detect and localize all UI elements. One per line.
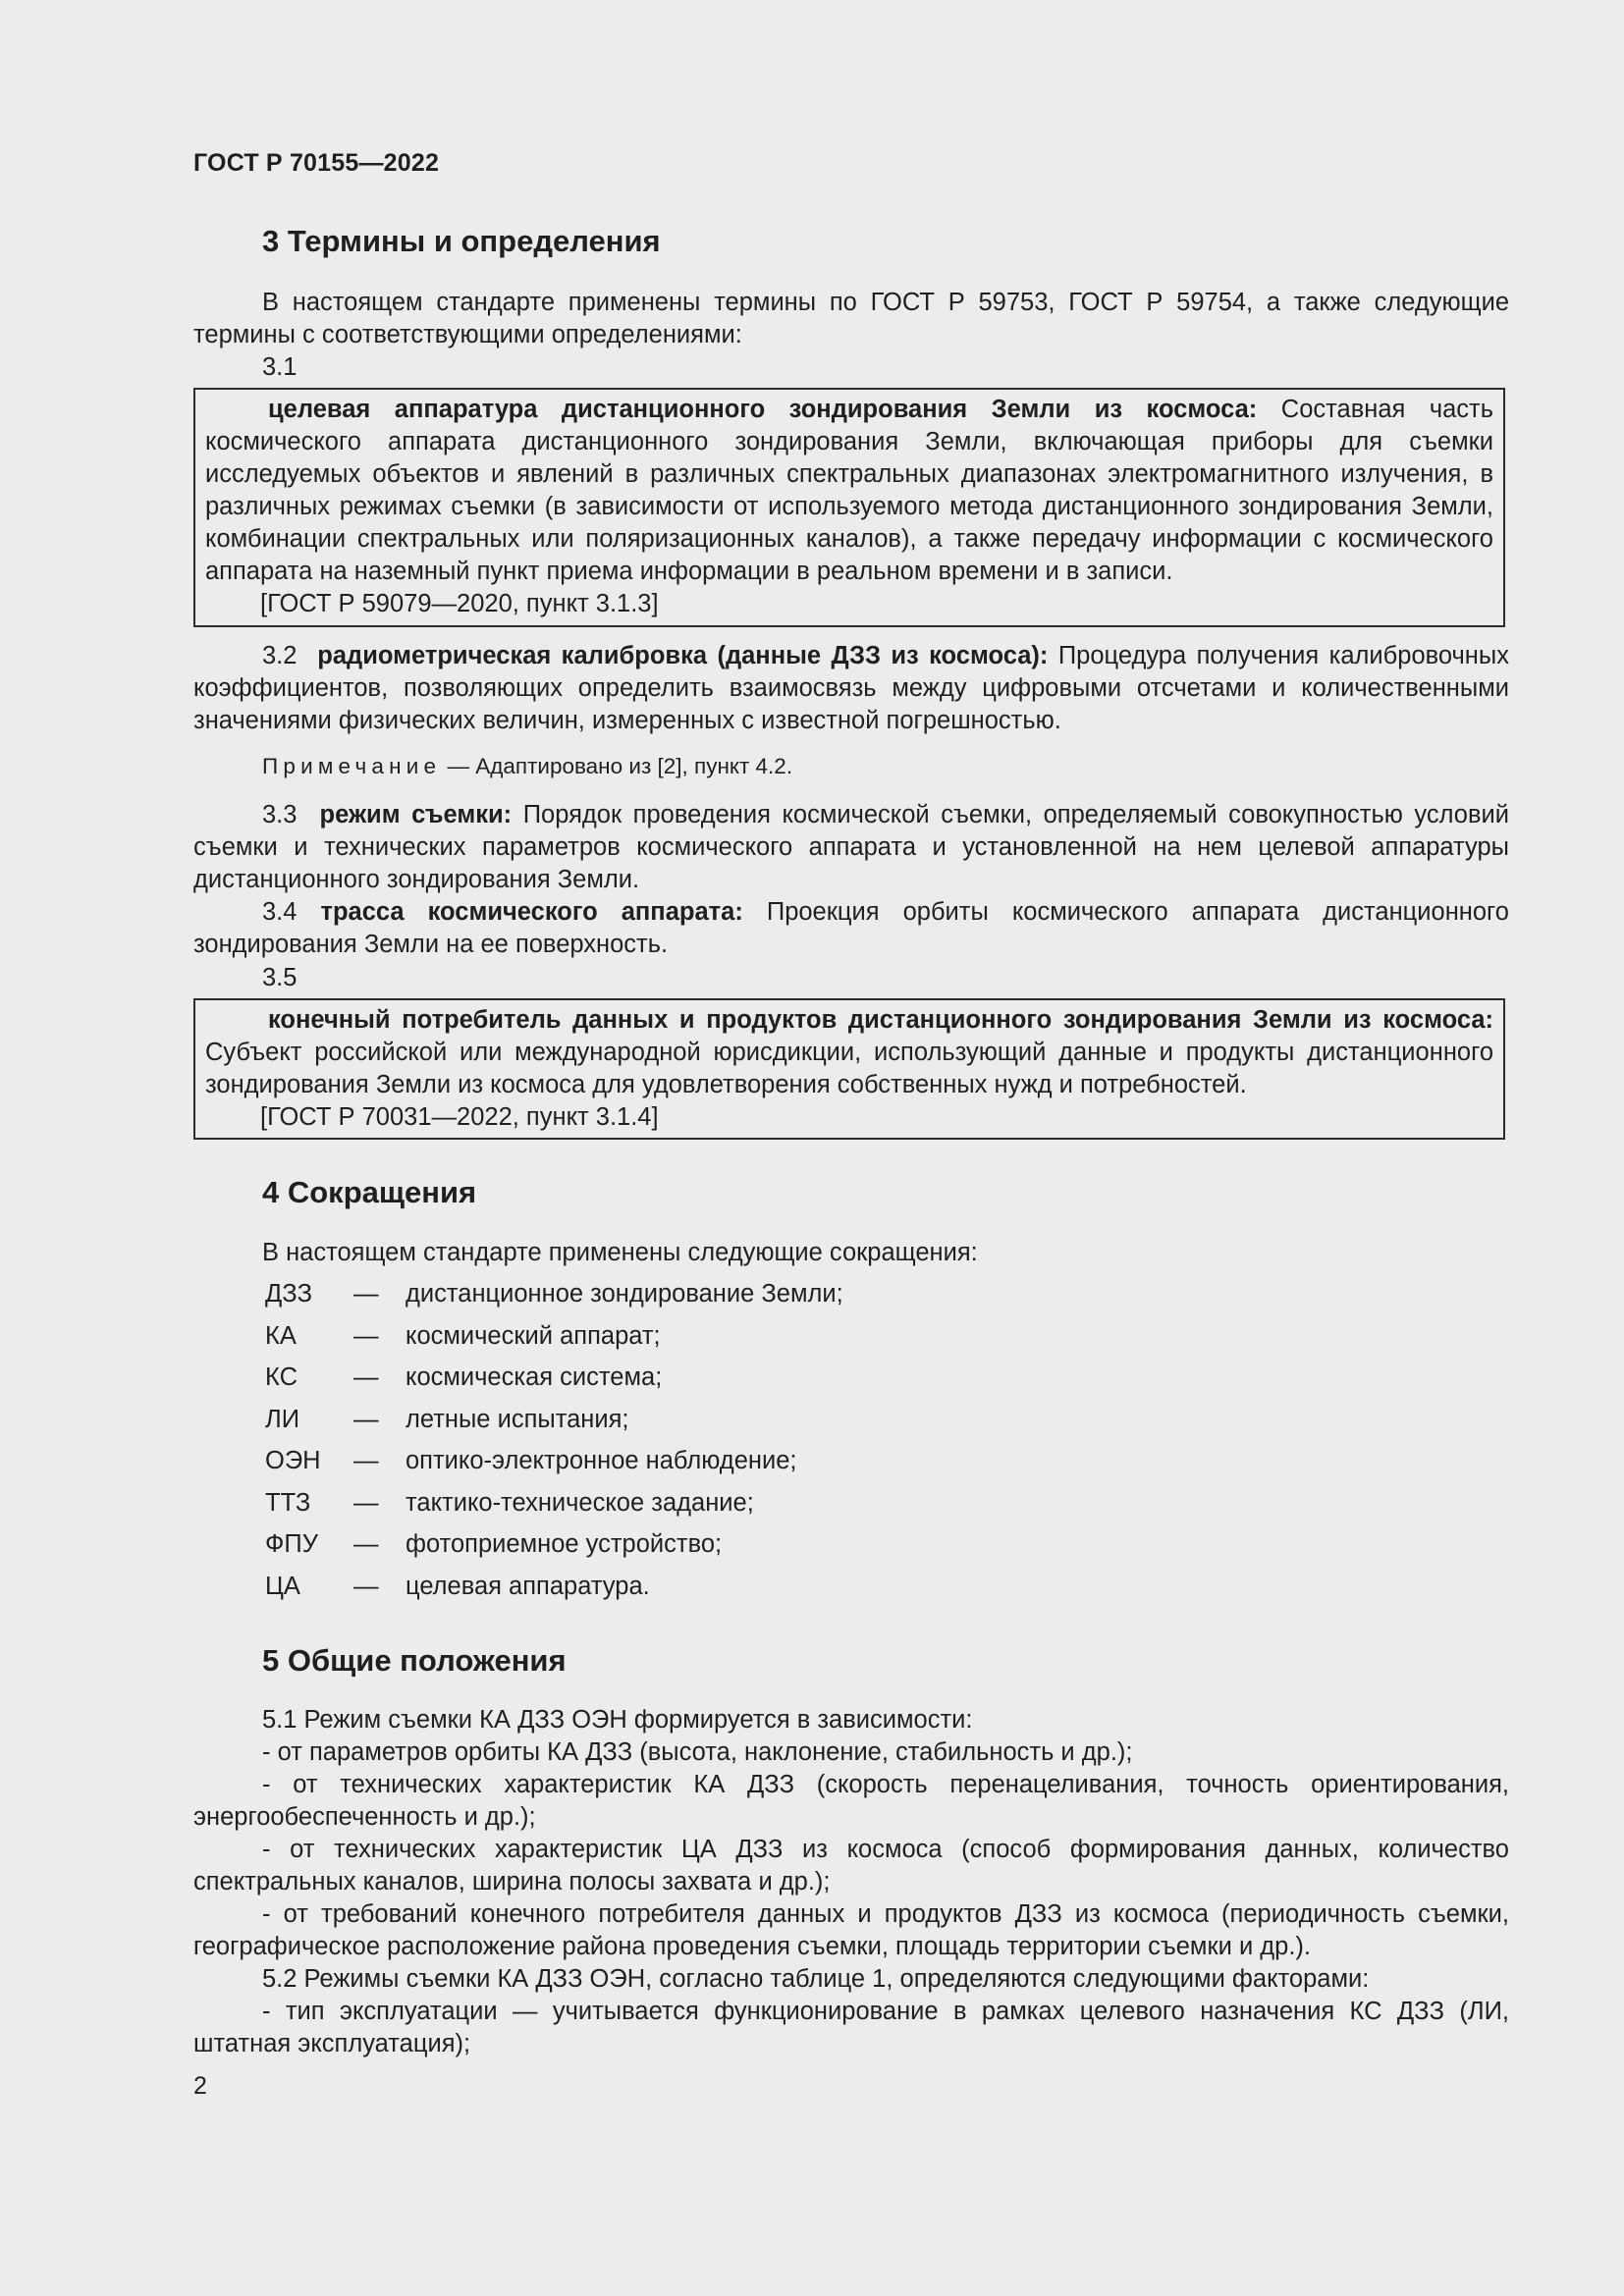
abbr-dash: — (353, 1322, 379, 1350)
section-5-title: 5 Общие положения (262, 1643, 567, 1678)
section-5-para-4: - от технических характеристик ЦА ДЗЗ из космоса (способ формирования данных, количество спектральных каналов, ширина полосы захвата и др.); (193, 1836, 1509, 1896)
term-3-3-number: 3.3 (262, 801, 298, 828)
abbr-definition: фотоприемное устройство; (406, 1530, 723, 1558)
term-3-1-reference: [ГОСТ Р 59079—2020, пункт 3.1.3] (260, 590, 659, 617)
note-label: Примечание (262, 754, 442, 778)
abbr-row (265, 1528, 1345, 1561)
term-3-2-text: Процедура получения калибровочных коэффициентов, позволяющих определить взаимосвязь между цифровыми отсчетами и количественными значениями физических величин, измеренных с известной погрешностью. (193, 642, 1509, 734)
abbr-row (265, 1320, 1345, 1353)
term-3-5-text: Субъект российской или международной юрисдикции, использующий данные и продукты дистанционного зондирования Земли из космоса для удовлетворения собственных нужд и потребностей. (205, 1039, 1493, 1098)
section-5-para-2: - от параметров орбиты КА ДЗЗ (высота, наклонение, стабильность и др.); (262, 1738, 1133, 1766)
term-3-5-box (193, 998, 1505, 1140)
term-3-3 (193, 799, 1509, 896)
term-3-5-number: 3.5 (262, 964, 298, 991)
term-3-4-term: трасса космического аппарата: (320, 898, 743, 926)
abbr-dash: — (353, 1280, 379, 1308)
term-3-4-number: 3.4 (262, 898, 298, 926)
note (262, 752, 792, 781)
term-3-1-number: 3.1 (262, 353, 298, 381)
section-5-para-1: 5.1 Режим съемки КА ДЗЗ ОЭН формируется в зависимости: (262, 1706, 973, 1734)
abbr-term: ФПУ (265, 1530, 318, 1558)
abbr-row (265, 1404, 1345, 1436)
section-5-para-7: - тип эксплуатации — учитывается функционирование в рамках целевого назначения КС ДЗЗ (ЛИ, штатная эксплуатация); (193, 1998, 1509, 2057)
abbr-term: КА (265, 1322, 297, 1350)
abbr-dash: — (353, 1530, 379, 1558)
section-4-title: 4 Сокращения (262, 1175, 477, 1209)
section-3-intro: В настоящем стандарте применены термины по ГОСТ Р 59753, ГОСТ Р 59754, а также следующие термины с соответствующими определениями: (193, 289, 1509, 348)
abbr-term: ЛИ (265, 1406, 300, 1433)
term-3-3-term: режим съемки: (319, 801, 513, 828)
abbr-dash: — (353, 1363, 379, 1391)
section-5-para-3: - от технических характеристик КА ДЗЗ (скорость перенацеливания, точность ориентирования, энергообеспеченность и др.); (193, 1771, 1509, 1831)
abbr-dash: — (353, 1489, 379, 1517)
abbr-row (265, 1362, 1345, 1394)
abbr-row (265, 1445, 1345, 1477)
term-3-4 (193, 896, 1509, 961)
term-3-2-number: 3.2 (262, 642, 298, 669)
abbr-definition: летные испытания; (406, 1406, 629, 1433)
term-3-1-definition (195, 394, 1503, 588)
abbr-definition: оптико-электронное наблюдение; (406, 1447, 797, 1474)
abbr-row (265, 1571, 1345, 1603)
abbr-definition: космическая система; (406, 1363, 663, 1391)
abbr-dash: — (353, 1447, 379, 1474)
abbr-term: ТТЗ (265, 1489, 311, 1517)
abbr-dash: — (353, 1406, 379, 1433)
term-3-1-term: целевая аппаратура дистанционного зондирования Земли из космоса: (268, 396, 1258, 423)
abbr-row (265, 1278, 1345, 1310)
document-header: ГОСТ Р 70155—2022 (193, 149, 440, 177)
term-3-5-reference: [ГОСТ Р 70031—2022, пункт 3.1.4] (260, 1103, 659, 1131)
note-text: — Адаптировано из [2], пункт 4.2. (441, 754, 793, 778)
abbr-term: КС (265, 1363, 298, 1391)
abbr-dash: — (353, 1573, 379, 1600)
term-3-5-definition (195, 1004, 1503, 1101)
term-3-2 (193, 640, 1509, 737)
abbr-row (265, 1487, 1345, 1520)
section-3-title: 3 Термины и определения (262, 224, 661, 258)
term-3-3-text: Порядок проведения космической съемки, определяемый совокупностью условий съемки и технических параметров космического аппарата и установленной на нем целевой аппаратуры дистанционного зондирования Земли. (193, 801, 1510, 893)
abbr-term: ОЭН (265, 1447, 321, 1474)
abbr-definition: целевая аппаратура. (406, 1573, 650, 1600)
section-5-para-5: - от требований конечного потребителя данных и продуктов ДЗЗ из космоса (периодичность съемки, географическое расположение района проведения съемки, площадь территории съемки и др.). (193, 1900, 1509, 1960)
term-3-1-text: Составная часть космического аппарата дистанционного зондирования Земли, включающая приборы для съемки исследуемых объектов и явлений в различных спектральных диапазонах электромагнитного излучения, в различных режимах съемки (в зависимости от используемого метода дистанционного зондирования Земли, комбинации спектральных или поляризационных каналов), а также передачу информации с космического аппарата на наземный пункт приема информации в реальном времени и в записи. (205, 396, 1493, 585)
page-number: 2 (193, 2072, 207, 2100)
term-3-2-term: радиометрическая калибровка (данные ДЗЗ из космоса): (317, 642, 1049, 669)
term-3-5-term: конечный потребитель данных и продуктов дистанционного зондирования Земли из космоса: (268, 1006, 1493, 1034)
term-3-1-box (193, 388, 1505, 627)
section-4-intro: В настоящем стандарте применены следующие сокращения: (262, 1239, 978, 1266)
abbr-term: ЦА (265, 1573, 300, 1600)
abbr-definition: тактико-техническое задание; (406, 1489, 754, 1517)
abbr-term: ДЗЗ (265, 1280, 313, 1308)
abbr-definition: дистанционное зондирование Земли; (406, 1280, 843, 1308)
term-3-4-text: Проекция орбиты космического аппарата дистанционного зондирования Земли на ее поверхность. (193, 898, 1509, 958)
section-5-para-6: 5.2 Режимы съемки КА ДЗЗ ОЭН, согласно таблице 1, определяются следующими факторами: (262, 1965, 1370, 1993)
abbr-definition: космический аппарат; (406, 1322, 661, 1350)
